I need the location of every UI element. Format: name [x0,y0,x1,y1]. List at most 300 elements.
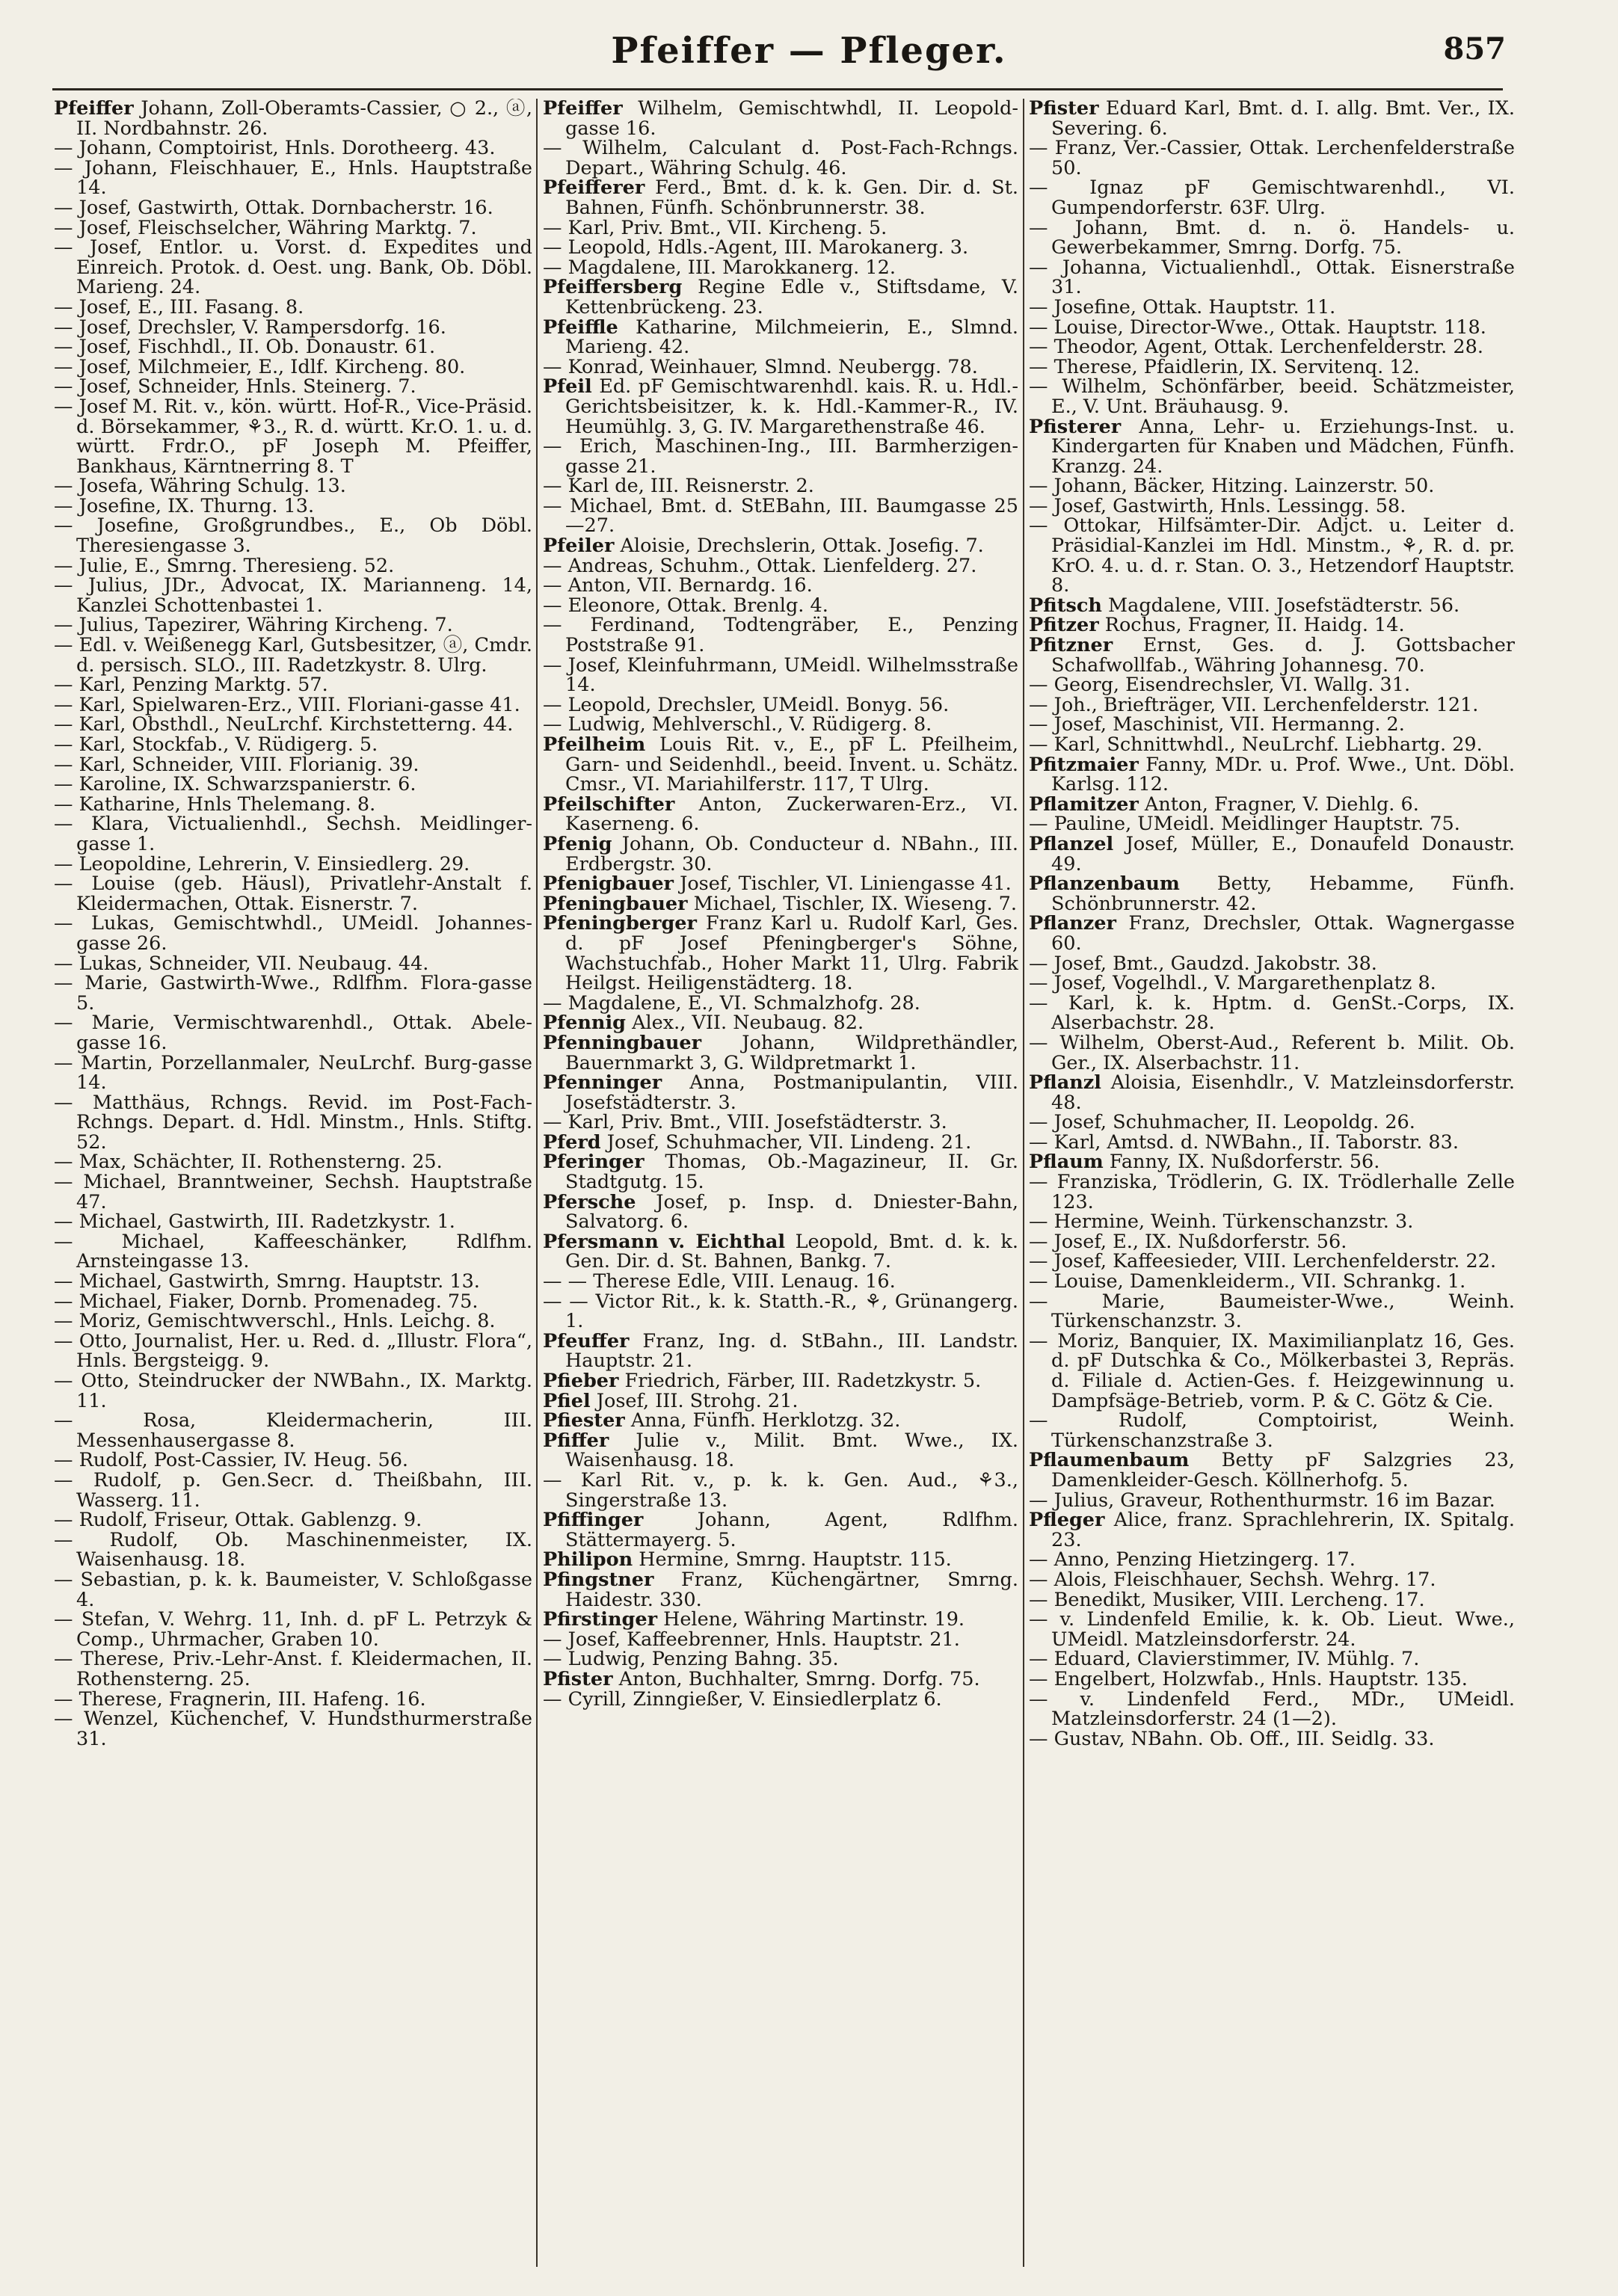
entry-text: — Stefan, V. Wehrg. 11, Inh. d. pF L. Petrzyk & Comp., Uhrmacher, Graben 10. [54,1608,532,1651]
directory-entry [1029,178,1515,218]
entry-surname: Pfiffinger [543,1509,644,1532]
entry-text: — Louise (geb. Häusl), Privatlehr-Anstalt f. Kleidermachen, Ottak. Eisnerstr. 7. [54,872,532,915]
directory-entry [54,1570,532,1610]
entry-text: — Karl, Penzing Marktg. 57. [54,674,328,697]
directory-entry [54,735,532,755]
directory-entry [54,198,532,218]
entry-text: — Wilhelm, Schönfärber, beeid. Schätzmeister, E., V. Unt. Bräuhausg. 9. [1029,375,1515,418]
entry-text: — Ottokar, Hilfsämter-Dir. Adjct. u. Leiter d. Präsidial-Kanzlei im Hdl. Minstm., ⚘, R. d. pr. KrO. 4. u. d. r. Stan. O. 3., Hetzendorf Hauptstr. 8. [1029,514,1515,597]
directory-entry [543,476,1018,496]
directory-entry [543,1630,1018,1650]
directory-entry [1029,357,1515,378]
entry-text: — Leopoldine, Lehrerin, V. Einsiedlerg. 29. [54,852,470,875]
entry-text: Franz, Ing. d. StBahn., III. Landstr. Hauptstr. 21. [565,1329,1018,1373]
directory-entry [543,437,1018,476]
entry-text: Anton, Zuckerwaren-Erz., VI. Kaserneng. 6. [565,792,1018,836]
directory-entry [543,1550,1018,1570]
entry-text: — Karoline, IX. Schwarzspanierstr. 6. [54,773,416,796]
directory-entry [543,1649,1018,1669]
directory-entry [54,973,532,1013]
entry-surname: Pfeiffersberg [543,276,683,299]
directory-entry [54,675,532,695]
entry-surname: Pfenningbauer [543,1031,702,1054]
entry-text: Magdalene, VIII. Josefstädterstr. 56. [1101,594,1460,617]
entry-text: — Josef, Schuhmacher, II. Leopoldg. 26. [1029,1111,1415,1134]
entry-surname: Pflaum [1029,1151,1104,1174]
entry-text: Julie v., Milit. Bmt. Wwe., IX. Waisenhausg. 18. [565,1429,1018,1472]
directory-entry [54,695,532,715]
entry-surname: Pfister [1029,99,1099,120]
directory-entry [1029,295,1515,318]
directory-entry [543,894,1018,914]
directory-entry [543,653,1018,697]
directory-entry [54,914,532,953]
directory-entry [1029,337,1515,357]
directory-entry [1029,991,1515,1035]
entry-text: — Max, Schächter, II. Rothensterng. 25. [54,1151,443,1174]
entry-text: — Josef, Maschinist, VII. Hermanng. 2. [1029,713,1405,736]
directory-entry [1029,1491,1515,1511]
entry-text: Katharine, Milchmeierin, E., Slmnd. Marieng. 42. [565,316,1018,359]
entry-text: — Magdalene, E., VI. Schmalzhofg. 28. [543,991,920,1015]
entry-text: Friedrich, Färber, III. Radetzkystr. 5. [618,1370,982,1392]
directory-entry [1029,476,1515,496]
entry-text: — Johann, Comptoirist, Hnls. Dorotheerg. 43. [54,137,496,160]
directory-entry [543,1687,1018,1711]
directory-entry [54,238,532,298]
entry-surname: Pfennig [543,1012,626,1035]
entry-text: — Rudolf, p. Gen.Secr. d. Theißbahn, III. Wasserg. 11. [54,1468,532,1512]
directory-entry [1029,1272,1515,1292]
entry-text: — Julie, E., Smrng. Theresieng. 52. [54,554,395,577]
column-divider [536,99,538,2267]
directory-entry [543,1112,1018,1133]
directory-entry [1029,218,1515,258]
entry-surname: Pfitsch [1029,594,1102,617]
entry-text: Johann, Wildprethändler, Bauernmarkt 3, G. Wildpretmarkt 1. [565,1031,1018,1074]
entry-text: — Karl, Priv. Bmt., VII. Kircheng. 5. [543,216,888,239]
entry-text: — Hermine, Weinh. Türkenschanzstr. 3. [1029,1210,1414,1234]
entry-text: Josef, p. Insp. d. Dniester-Bahn, Salvatorg. 6. [565,1190,1018,1234]
directory-entry [54,635,532,675]
entry-text: — Magdalene, III. Marokkanerg. 12. [543,256,896,279]
directory-entry [543,991,1018,1015]
entry-text: — Josef, E., III. Fasang. 8. [54,295,304,318]
entry-surname: Pfieber [543,1370,619,1392]
directory-entry [54,852,532,875]
entry-surname: Pfiel [543,1389,591,1412]
entry-text: — Rosa, Kleidermacherin, III. Messenhausergasse 8. [54,1409,532,1452]
directory-entry [54,1450,532,1471]
entry-text: — Louise, Director-Wwe., Ottak. Hauptstr. 118. [1029,316,1486,339]
entry-text: — Karl, Schneider, VIII. Florianig. 39. [54,753,419,776]
entry-text: Louis Rit. v., E., pF L. Pfeilheim, Garn- und Seidenhdl., beeid. Invent. u. Schätz. Cmsr., VI. Mariahilferstr. 117, T Ulrg. [565,733,1018,796]
directory-entry [1029,874,1515,914]
entry-text: — Josefa, Währing Schulg. 13. [54,475,346,498]
entry-text: — Georg, Eisendrechsler, VI. Wallg. 31. [1029,674,1411,697]
entry-text: — Anton, VII. Bernardg. 16. [543,574,813,597]
directory-entry [1029,318,1515,338]
entry-text: — Matthäus, Rchngs. Revid. im Post-Fach-Rchngs. Depart. d. Hdl. Minstm., Hnls. Stiftg. 52. [54,1091,532,1154]
entry-text: Ernst, Ges. d. J. Gottsbacher Schafwollfab., Währing Johannesg. 70. [1051,634,1515,677]
entry-surname: Pfenninger [543,1071,662,1095]
entry-text: — Sebastian, p. k. k. Baumeister, V. Schloßgasse 4. [54,1568,532,1611]
directory-entry [1029,1649,1515,1669]
entry-text: — Julius, Tapezirer, Währing Kircheng. 7. [54,614,453,637]
entry-surname: Philipon [543,1548,633,1572]
entry-text: Thomas, Ob.-Magazineur, II. Gr. Stadtgutg. 15. [565,1151,1018,1194]
entry-surname: Pfenigbauer [543,872,674,896]
entry-surname: Pferd [543,1130,601,1154]
directory-entry [1029,1687,1515,1731]
entry-text: — Josef, Vogelhdl., V. Margarethenplatz 8. [1029,972,1436,995]
entry-surname: Pfitzer [1029,614,1099,637]
directory-entry [543,695,1018,715]
entry-text: — Julius, Graveur, Rothenthurmstr. 16 im Bazar. [1029,1489,1495,1512]
entry-text: Fanny, MDr. u. Prof. Wwe., Unt. Döbl. Karlsg. 112. [1051,753,1515,796]
directory-entry [54,1272,532,1292]
column-divider [1023,99,1024,2267]
entry-text: — Josef, Entlor. u. Vorst. d. Expedites und Einreich. Protok. d. Oest. ung. Bank, Ob. Döbl. Marieng. 24. [54,236,532,299]
entry-surname: Pfister [543,1667,613,1690]
entry-text: — Wilhelm, Calculant d. Post-Fach-Rchngs. Depart., Währing Schulg. 46. [543,137,1018,179]
directory-entry [54,496,532,517]
entry-text: — Klara, Victualienhdl., Sechsh. Meidlinger-gasse 1. [54,813,532,855]
directory-entry [543,1033,1018,1073]
directory-entry [1029,1450,1515,1490]
header-rule [52,88,1503,90]
entry-text: — Erich, Maschinen-Ing., III. Barmherzigen-gasse 21. [543,435,1018,478]
directory-entry [543,1329,1018,1373]
directory-entry [1029,695,1515,715]
entry-surname: Pfeiffer [543,99,623,120]
directory-entry [1029,1329,1515,1412]
directory-entry [1029,1112,1515,1133]
directory-entry [1029,635,1515,675]
directory-entry [543,1152,1018,1192]
directory-entry [1029,1033,1515,1073]
entry-surname: Pflanzl [1029,1071,1101,1095]
entry-surname: Pfitzmaier [1029,753,1139,776]
directory-entry [54,1610,532,1649]
directory-entry [1029,973,1515,994]
directory-entry [543,318,1018,357]
column-right [1029,99,1515,2267]
entry-text: — Karl, Schnittwhdl., NeuLrchf. Liebhartg. 29. [1029,733,1483,756]
entry-text: — Johann, Bäcker, Hitzing. Lainzerstr. 50. [1029,475,1435,498]
directory-entry [54,337,532,357]
directory-entry [543,1192,1018,1232]
entry-text: — Rudolf, Post-Cassier, IV. Heug. 56. [54,1449,409,1472]
directory-entry [54,1152,532,1172]
entry-text: — Leopold, Drechsler, UMeidl. Bonyg. 56. [543,693,950,716]
directory-entry [543,1272,1018,1292]
entry-text: — Josef, Kaffeebrenner, Hnls. Hauptstr. 21. [543,1628,960,1651]
directory-entry [54,99,532,138]
directory-entry [543,1371,1018,1391]
directory-entry [1029,1570,1515,1590]
directory-entry [543,277,1018,317]
directory-entry [543,357,1018,378]
directory-entry [1029,755,1515,795]
directory-entry [1029,138,1515,178]
entry-text: — Michael, Fiaker, Dornb. Promenadeg. 75. [54,1290,479,1313]
entry-surname: Pflanzer [1029,912,1116,935]
entry-text: — Josef M. Rit. v., kön. württ. Hof-R., Vice-Präsid. d. Börsekammer, ⚘3., R. d. württ. Kr.O. 1. u. d. württ. Frdr.O., pF Joseph M. Pfeiffer, Bankhaus, Kärntnerring 8. T [54,395,532,478]
directory-entry [1029,1252,1515,1272]
entry-text: — Josefine, IX. Thurng. 13. [54,494,315,517]
directory-entry [1029,814,1515,834]
entry-text: — Pauline, UMeidl. Meidlinger Hauptstr. 75. [1029,813,1460,836]
directory-entry [543,496,1018,536]
entry-text: Johann, Agent, Rdlfhm. Stättermayerg. 5. [565,1509,1018,1551]
entry-text: — Josef, Kaffeesieder, VIII. Lerchenfelderstr. 22. [1029,1250,1497,1273]
directory-entry [54,377,532,397]
entry-text: — Konrad, Weinhauer, Slmnd. Neubergg. 78. [543,355,978,378]
entry-surname: Pfeiffer [54,99,134,120]
directory-entry [543,735,1018,795]
entry-text: — Rudolf, Comptoirist, Weinh. Türkenschanzstraße 3. [1029,1409,1515,1452]
entry-text: — Benedikt, Musiker, VIII. Lercheng. 17. [1029,1588,1425,1611]
directory-entry [543,178,1018,218]
directory-entry [54,1093,532,1153]
entry-text: — Therese, Fragnerin, III. Hafeng. 16. [54,1687,426,1711]
entry-surname: Pfeiler [543,535,615,558]
entry-text: — Josef, Gastwirth, Ottak. Dornbacherstr. 16. [54,196,493,219]
directory-entry [54,715,532,735]
directory-entry [1029,1152,1515,1172]
entry-surname: Pfitzner [1029,634,1113,657]
entry-text: — Josef, Bmt., Gaudzd. Jakobstr. 38. [1029,952,1377,975]
directory-entry [543,99,1018,138]
entry-text: Hermine, Smrng. Hauptstr. 115. [633,1548,952,1572]
directory-entry [1029,914,1515,953]
directory-entry [1029,1232,1515,1252]
entry-text: — Michael, Bmt. d. StEBahn, III. Baumgasse 25—27. [543,494,1018,538]
entry-text: — Johann, Fleischhauer, E., Hnls. Hauptstraße 14. [54,156,532,200]
entry-text: Anna, Fünfh. Herklotzg. 32. [624,1409,901,1432]
entry-text: Aloisie, Drechslerin, Ottak. Josefig. 7. [614,535,984,558]
entry-text: Rochus, Fragner, II. Haidg. 14. [1098,614,1405,637]
entry-surname: Pfenig [543,832,612,855]
directory-entry [543,874,1018,894]
entry-text: — v. Lindenfeld Ferd., MDr., UMeidl. Matzleinsdorferstr. 24 (1—2). [1029,1687,1515,1731]
entry-text: — Otto, Journalist, Her. u. Red. d. „Illustr. Flora“, Hnls. Bergsteigg. 9. [54,1329,532,1373]
entry-text: — Joh., Briefträger, VII. Lerchenfelderstr. 121. [1029,693,1479,716]
entry-text: — Katharine, Hnls Thelemang. 8. [54,792,376,816]
entry-text: — Andreas, Schuhm., Ottak. Lienfelderg. 27. [543,554,977,577]
entry-text: Alex., VII. Neubaug. 82. [625,1012,864,1035]
directory-entry [543,1292,1018,1332]
directory-entry [54,357,532,378]
entry-text: Anna, Postmanipulantin, VIII. Josefstädterstr. 3. [565,1071,1018,1114]
entry-surname: Pflanzel [1029,832,1114,855]
directory-entry [54,1311,532,1332]
entry-text: — Michael, Branntweiner, Sechsh. Hauptstraße 47. [54,1171,532,1213]
entry-text: — Engelbert, Holzwfab., Hnls. Hauptstr. 135. [1029,1667,1468,1690]
directory-entry [543,834,1018,874]
directory-entry [54,138,532,158]
directory-entry [54,1510,532,1530]
entry-text: Josef, Tischler, VI. Liniengasse 41. [673,872,1012,896]
entry-text: — Moriz, Gemischtwverschl., Hnls. Leichg. 8. [54,1310,496,1333]
entry-text: Franz Karl u. Rudolf Karl, Ges. d. pF Josef Pfeningberger's Söhne, Wachstuchfab., Hoher Markt 11, Ulrg. Fabrik Heilgst. Heiligenstädterg. 18. [565,912,1018,995]
entry-text: — Josef, Drechsler, V. Rampersdorfg. 16. [54,316,446,339]
entry-text: — Ludwig, Penzing Bahng. 35. [543,1648,839,1671]
directory-entry [1029,496,1515,517]
entry-text: Michael, Tischler, IX. Wieseng. 7. [687,892,1017,915]
entry-text: Helene, Währing Martinstr. 19. [657,1608,965,1631]
entry-text: — Marie, Baumeister-Wwe., Weinh. Türkenschanzstr. 3. [1029,1290,1515,1333]
directory-entry [54,1411,532,1450]
entry-surname: Pflaumenbaum [1029,1449,1190,1472]
entry-surname: Pfeuffer [543,1329,630,1352]
entry-surname: Pfersmann v. Eichthal [543,1230,786,1253]
directory-entry [1029,834,1515,874]
directory-entry [543,1232,1018,1272]
directory-entry [543,914,1018,993]
entry-surname: Pfeilschifter [543,792,675,816]
directory-entry [543,1130,1018,1154]
entry-text: — Alois, Fleischhauer, Sechsh. Wehrg. 17. [1029,1568,1436,1591]
directory-entry [54,556,532,576]
entry-text: — Franziska, Trödlerin, G. IX. Trödlerhalle Zelle 123. [1029,1171,1515,1213]
entry-surname: Pfisterer [1029,415,1122,438]
directory-entry [54,295,532,318]
entry-surname: Pferinger [543,1151,645,1174]
directory-entry [543,258,1018,278]
entry-surname: Pfeningberger [543,912,697,935]
entry-surname: Pfleger [1029,1509,1105,1532]
entry-surname: Pfeiffle [543,316,618,339]
directory-entry [543,1468,1018,1512]
directory-entry [1029,1292,1515,1332]
entry-text: — Karl, Obsthdl., NeuLrchf. Kirchstetterng. 44. [54,713,514,736]
entry-text: Josef, III. Strohg. 21. [590,1389,799,1412]
directory-entry [54,514,532,558]
entry-text: Johann, Zoll-Oberamts-Cassier, ○ 2., ⓐ, II. Nordbahnstr. 26. [76,99,532,140]
entry-text: Johann, Ob. Conducteur d. NBahn., III. Erdbergstr. 30. [565,832,1018,875]
directory-entry [543,576,1018,596]
entry-text: — Karl, Spielwaren-Erz., VIII. Floriani-gasse 41. [54,693,520,716]
entry-text: Josef, Schuhmacher, VII. Lindeng. 21. [600,1130,972,1154]
directory-entry [543,1510,1018,1550]
directory-entry [54,1687,532,1711]
entry-text: — Ferdinand, Todtengräber, E., Penzing Poststraße 91. [543,614,1018,657]
page-header [0,30,1618,82]
entry-text: — Ignaz pF Gemischtwarenhdl., VI. Gumpendorferstr. 63F. Ulrg. [1029,176,1515,219]
entry-text: — v. Lindenfeld Emilie, k. k. Ob. Lieut. Wwe., UMeidl. Matzleinsdorferstr. 24. [1029,1608,1515,1651]
directory-entry [1029,1729,1515,1749]
entry-text: — Rudolf, Ob. Maschinenmeister, IX. Waisenhausg. 18. [54,1528,532,1572]
directory-entry [54,218,532,238]
entry-surname: Pfeilheim [543,733,646,756]
entry-text: — Karl, Priv. Bmt., VIII. Josefstädterstr. 3. [543,1111,947,1134]
entry-text: — Louise, Damenkleiderm., VII. Schrankg. 1. [1029,1270,1466,1293]
entry-text: — Karl, k. k. Hptm. d. GenSt.-Corps, IX. Alserbachstr. 28. [1029,991,1515,1035]
entry-text: — Karl, Stockfab., V. Rüdigerg. 5. [54,733,378,756]
entry-text: Fanny, IX. Nußdorferstr. 56. [1103,1151,1380,1174]
entry-text: — Michael, Gastwirth, Smrng. Hauptstr. 13. [54,1270,480,1293]
directory-entry [54,1013,532,1053]
entry-text: — Wenzel, Küchenchef, V. Hundsthurmerstraße 31. [54,1708,532,1750]
entry-text: — Lukas, Gemischtwhdl., UMeidl. Johannes-gasse 26. [54,912,532,955]
entry-text: — Otto, Steindrucker der NWBahn., IX. Marktg. 11. [54,1370,532,1412]
directory-entry [543,596,1018,616]
entry-surname: Pfeningbauer [543,892,688,915]
entry-text: Leopold, Bmt. d. k. k. Gen. Dir. d. St. Bahnen, Bankg. 7. [565,1230,1018,1273]
entry-text: — Therese, Pfaidlerin, IX. Servitenq. 12. [1029,355,1420,378]
directory-entry [543,556,1018,576]
directory-entry [54,1649,532,1689]
directory-entry [1029,596,1515,616]
entry-text: — Josef, Kleinfuhrmann, UMeidl. Wilhelmsstraße 14. [543,653,1018,697]
entry-text: — Karl de, III. Reisnerstr. 2. [543,475,814,498]
directory-entry [54,954,532,974]
entry-text: — Wilhelm, Oberst-Aud., Referent b. Milit. Ob. Ger., IX. Alserbachstr. 11. [1029,1031,1515,1074]
entry-surname: Pflanzenbaum [1029,872,1180,896]
entry-text: — Eduard, Clavierstimmer, IV. Mühlg. 7. [1029,1648,1420,1671]
directory-entry [54,1468,532,1512]
entry-surname: Pfersche [543,1190,636,1213]
entry-text: — Edl. v. Weißenegg Karl, Gutsbesitzer, ⓐ, Cmdr. d. persisch. SLO., III. Radetzkystr. 8. Ulrg. [54,634,532,677]
page-number: 857 [1443,31,1506,67]
directory-entry [54,1329,532,1373]
directory-entry [543,1391,1018,1412]
entry-text: — Ludwig, Mehlverschl., V. Rüdigerg. 8. [543,713,932,736]
directory-entry [54,615,532,635]
directory-entry [54,755,532,775]
entry-surname: Pfingstner [543,1568,654,1591]
entry-text: — Leopold, Hdls.-Agent, III. Marokanerg. 3. [543,236,969,259]
directory-entry [1029,258,1515,298]
entry-text: Aloisia, Eisenhdlr., V. Matzleinsdorferstr. 48. [1051,1071,1515,1114]
entry-text: — Julius, JDr., Advocat, IX. Marianneng. 14, Kanzlei Schottenbastei 1. [54,574,532,617]
entry-text: Franz, Drechsler, Ottak. Wagnergasse 60. [1051,912,1515,955]
directory-entry [1029,715,1515,735]
directory-entry [1029,1590,1515,1610]
entry-text: — Johanna, Victualienhdl., Ottak. Eisnerstraße 31. [1029,256,1515,299]
directory-entry [543,1411,1018,1431]
directory-entry [543,615,1018,655]
entry-surname: Pfiffer [543,1429,609,1452]
entry-surname: Pfirstinger [543,1608,657,1631]
directory-entry [1029,675,1515,695]
entry-text: — Josefine, Großgrundbes., E., Ob Döbl. Theresiengasse 3. [54,514,532,558]
directory-entry [54,1212,532,1232]
entry-text: Josef, Müller, E., Donaufeld Donaustr. 49. [1051,832,1515,875]
entry-text: — Marie, Vermischtwarenhdl., Ottak. Abele-gasse 16. [54,1012,532,1054]
entry-surname: Pfeil [543,375,592,398]
entry-text: Betty, Hebamme, Fünfh. Schönbrunnerstr. 42. [1051,872,1515,915]
directory-entry [1029,1212,1515,1232]
directory-entry [54,1172,532,1212]
entry-text: Ferd., Bmt. d. k. k. Gen. Dir. d. St. Bahnen, Fünfh. Schönbrunnerstr. 38. [565,176,1018,219]
entry-text: — Marie, Gastwirth-Wwe., Rdlfhm. Flora-gasse 5. [54,972,532,1015]
directory-entry [54,476,532,496]
directory-entry [1029,1172,1515,1212]
directory-entry [543,792,1018,836]
entry-text: — Theodor, Agent, Ottak. Lerchenfelderstr. 28. [1029,336,1483,359]
entry-text: Eduard Karl, Bmt. d. I. allg. Bmt. Ver., IX. Severing. 6. [1051,99,1515,140]
directory-entry [1029,615,1515,635]
directory-entry [543,1669,1018,1690]
entry-text: Anna, Lehr- u. Erziehungs-Inst. u. Kindergarten für Knaben und Mädchen, Fünfh. Kranzg. 24. [1051,415,1515,478]
entry-text: — Martin, Porzellanmaler, NeuLrchf. Burg-gasse 14. [54,1051,532,1095]
directory-entry [543,1013,1018,1033]
directory-entry [54,775,532,795]
directory-entry [1029,954,1515,974]
